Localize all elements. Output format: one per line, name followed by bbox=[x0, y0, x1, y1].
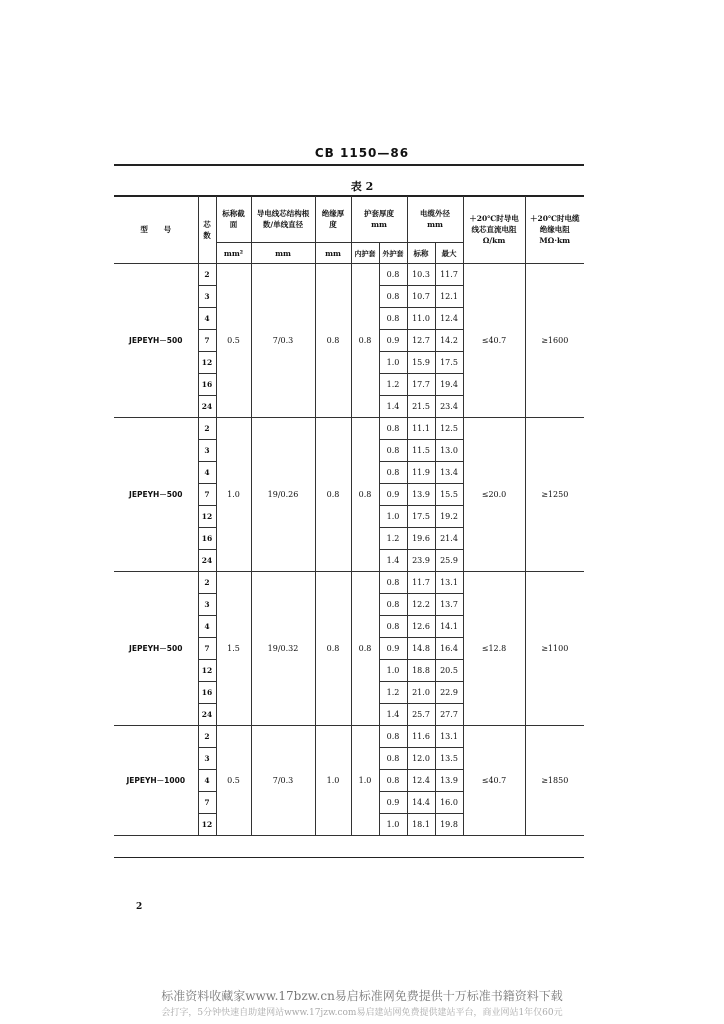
outer-sheath-cell: 0.9 bbox=[379, 484, 407, 506]
header-structure: 导电线芯结构根数/单线直径 bbox=[251, 196, 315, 243]
diameter-nominal-cell: 18.8 bbox=[407, 660, 435, 682]
area-cell: 1.5 bbox=[216, 572, 251, 726]
footer-line-1: 标准资料收藏家www.17bzw.cn易启标准网免费提供十万标准书籍资料下载 bbox=[161, 989, 563, 1003]
diameter-nominal-cell: 14.8 bbox=[407, 638, 435, 660]
insulation-cell: 0.8 bbox=[315, 264, 351, 418]
header-diameter-max: 最大 bbox=[435, 243, 463, 264]
outer-sheath-cell: 0.8 bbox=[379, 308, 407, 330]
table-row bbox=[114, 264, 584, 286]
cores-cell: 3 bbox=[198, 594, 216, 616]
header-insulation-resistance-unit: MΩ·km bbox=[539, 236, 571, 245]
header-structure-unit: mm bbox=[251, 243, 315, 264]
outer-sheath-cell: 0.8 bbox=[379, 770, 407, 792]
model-cell: JEPEYH－500 bbox=[114, 264, 198, 418]
diameter-nominal-cell: 11.1 bbox=[407, 418, 435, 440]
diameter-nominal-cell: 18.1 bbox=[407, 814, 435, 836]
page-number: 2 bbox=[136, 902, 143, 912]
diameter-nominal-cell: 14.4 bbox=[407, 792, 435, 814]
diameter-nominal-cell: 17.5 bbox=[407, 506, 435, 528]
diameter-max-cell: 14.2 bbox=[435, 330, 463, 352]
structure-cell: 19/0.32 bbox=[251, 572, 315, 726]
diameter-max-cell: 13.1 bbox=[435, 572, 463, 594]
diameter-max-cell: 11.7 bbox=[435, 264, 463, 286]
outer-sheath-cell: 0.8 bbox=[379, 594, 407, 616]
area-cell: 1.0 bbox=[216, 418, 251, 572]
diameter-max-cell: 23.4 bbox=[435, 396, 463, 418]
conductor-resistance-cell: ≤40.7 bbox=[463, 264, 525, 418]
cores-cell: 2 bbox=[198, 572, 216, 594]
diameter-nominal-cell: 21.5 bbox=[407, 396, 435, 418]
diameter-nominal-cell: 21.0 bbox=[407, 682, 435, 704]
diameter-max-cell: 22.9 bbox=[435, 682, 463, 704]
diameter-nominal-cell: 11.5 bbox=[407, 440, 435, 462]
cores-cell: 12 bbox=[198, 814, 216, 836]
table-row bbox=[114, 726, 584, 748]
structure-cell: 7/0.3 bbox=[251, 726, 315, 836]
table-title: 表 2 bbox=[350, 180, 374, 193]
insulation-cell: 0.8 bbox=[315, 418, 351, 572]
header-sheath-label: 护套厚度 bbox=[364, 209, 394, 218]
diameter-max-cell: 27.7 bbox=[435, 704, 463, 726]
outer-sheath-cell: 0.9 bbox=[379, 330, 407, 352]
diameter-max-cell: 13.1 bbox=[435, 726, 463, 748]
conductor-resistance-cell: ≤12.8 bbox=[463, 572, 525, 726]
outer-sheath-cell: 0.8 bbox=[379, 616, 407, 638]
diameter-max-cell: 17.5 bbox=[435, 352, 463, 374]
conductor-resistance-cell: ≤20.0 bbox=[463, 418, 525, 572]
header-insulation-resistance-label: ＋20℃时电缆绝缘电阻 bbox=[530, 214, 580, 234]
outer-sheath-cell: 0.8 bbox=[379, 286, 407, 308]
outer-sheath-cell: 0.8 bbox=[379, 726, 407, 748]
header-model-char1: 型 bbox=[140, 225, 148, 234]
outer-sheath-cell: 0.8 bbox=[379, 462, 407, 484]
diameter-nominal-cell: 15.9 bbox=[407, 352, 435, 374]
diameter-max-cell: 16.0 bbox=[435, 792, 463, 814]
header-insulation: 绝缘厚度 bbox=[315, 196, 351, 243]
diameter-nominal-cell: 11.0 bbox=[407, 308, 435, 330]
diameter-nominal-cell: 25.7 bbox=[407, 704, 435, 726]
inner-sheath-cell: 1.0 bbox=[351, 726, 379, 836]
inner-sheath-cell: 0.8 bbox=[351, 418, 379, 572]
diameter-nominal-cell: 12.0 bbox=[407, 748, 435, 770]
diameter-max-cell: 19.2 bbox=[435, 506, 463, 528]
outer-sheath-cell: 0.8 bbox=[379, 572, 407, 594]
inner-sheath-cell: 0.8 bbox=[351, 264, 379, 418]
header-sheath-unit: mm bbox=[371, 220, 387, 229]
outer-sheath-cell: 1.4 bbox=[379, 550, 407, 572]
insulation-resistance-cell: ≥1600 bbox=[525, 264, 584, 418]
outer-sheath-cell: 1.2 bbox=[379, 374, 407, 396]
outer-sheath-cell: 0.8 bbox=[379, 748, 407, 770]
insulation-resistance-cell: ≥1100 bbox=[525, 572, 584, 726]
outer-sheath-cell: 1.2 bbox=[379, 682, 407, 704]
diameter-nominal-cell: 13.9 bbox=[407, 484, 435, 506]
header-sheath bbox=[351, 196, 407, 243]
cores-cell: 3 bbox=[198, 748, 216, 770]
diameter-max-cell: 21.4 bbox=[435, 528, 463, 550]
cores-cell: 16 bbox=[198, 682, 216, 704]
diameter-max-cell: 13.9 bbox=[435, 770, 463, 792]
outer-sheath-cell: 0.9 bbox=[379, 792, 407, 814]
diameter-max-cell: 19.4 bbox=[435, 374, 463, 396]
header-conductor-resistance bbox=[463, 196, 525, 264]
diameter-max-cell: 13.0 bbox=[435, 440, 463, 462]
diameter-max-cell: 13.5 bbox=[435, 748, 463, 770]
diameter-max-cell: 16.4 bbox=[435, 638, 463, 660]
model-cell: JEPEYH－500 bbox=[114, 418, 198, 572]
diameter-max-cell: 13.7 bbox=[435, 594, 463, 616]
diameter-nominal-cell: 12.6 bbox=[407, 616, 435, 638]
header-conductor-resistance-unit: Ω/km bbox=[482, 236, 506, 245]
header-outer-diameter-unit: mm bbox=[427, 220, 443, 229]
diameter-nominal-cell: 19.6 bbox=[407, 528, 435, 550]
header-outer-diameter bbox=[407, 196, 463, 243]
outer-sheath-cell: 1.0 bbox=[379, 814, 407, 836]
cores-cell: 2 bbox=[198, 264, 216, 286]
diameter-nominal-cell: 23.9 bbox=[407, 550, 435, 572]
structure-cell: 7/0.3 bbox=[251, 264, 315, 418]
diameter-max-cell: 12.5 bbox=[435, 418, 463, 440]
insulation-resistance-cell: ≥1850 bbox=[525, 726, 584, 836]
diameter-max-cell: 25.9 bbox=[435, 550, 463, 572]
area-cell: 0.5 bbox=[216, 264, 251, 418]
table-row bbox=[114, 418, 584, 440]
outer-sheath-cell: 0.8 bbox=[379, 264, 407, 286]
header-conductor-resistance-label: ＋20℃时导电线芯直流电阻 bbox=[469, 214, 519, 234]
header-cores-char2: 数 bbox=[203, 230, 211, 240]
cores-cell: 16 bbox=[198, 374, 216, 396]
header-sheath-outer: 外护套 bbox=[379, 243, 407, 264]
diameter-max-cell: 13.4 bbox=[435, 462, 463, 484]
diameter-nominal-cell: 11.6 bbox=[407, 726, 435, 748]
table-row bbox=[114, 572, 584, 594]
cores-cell: 4 bbox=[198, 770, 216, 792]
cores-cell: 24 bbox=[198, 550, 216, 572]
diameter-nominal-cell: 11.9 bbox=[407, 462, 435, 484]
diameter-nominal-cell: 10.3 bbox=[407, 264, 435, 286]
cores-cell: 7 bbox=[198, 792, 216, 814]
cores-cell: 4 bbox=[198, 462, 216, 484]
diameter-max-cell: 14.1 bbox=[435, 616, 463, 638]
cores-cell: 4 bbox=[198, 616, 216, 638]
header-insulation-resistance bbox=[525, 196, 584, 264]
outer-sheath-cell: 1.4 bbox=[379, 396, 407, 418]
cores-cell: 16 bbox=[198, 528, 216, 550]
outer-sheath-cell: 1.2 bbox=[379, 528, 407, 550]
diameter-nominal-cell: 17.7 bbox=[407, 374, 435, 396]
header-cores bbox=[198, 196, 216, 264]
header-area: 标称截面 bbox=[216, 196, 251, 243]
outer-sheath-cell: 1.0 bbox=[379, 506, 407, 528]
diameter-max-cell: 20.5 bbox=[435, 660, 463, 682]
diameter-max-cell: 12.1 bbox=[435, 286, 463, 308]
inner-sheath-cell: 0.8 bbox=[351, 572, 379, 726]
outer-sheath-cell: 0.9 bbox=[379, 638, 407, 660]
cores-cell: 24 bbox=[198, 704, 216, 726]
table-bottom-rule bbox=[114, 857, 584, 858]
diameter-max-cell: 19.8 bbox=[435, 814, 463, 836]
header-area-unit: mm² bbox=[216, 243, 251, 264]
cores-cell: 12 bbox=[198, 660, 216, 682]
model-cell: JEPEYH－500 bbox=[114, 572, 198, 726]
table-body bbox=[114, 264, 584, 836]
area-cell: 0.5 bbox=[216, 726, 251, 836]
cores-cell: 3 bbox=[198, 286, 216, 308]
diameter-nominal-cell: 12.7 bbox=[407, 330, 435, 352]
header-cores-char1: 芯 bbox=[203, 219, 211, 229]
conductor-resistance-cell: ≤40.7 bbox=[463, 726, 525, 836]
header-sheath-inner: 内护套 bbox=[351, 243, 379, 264]
diameter-max-cell: 12.4 bbox=[435, 308, 463, 330]
outer-sheath-cell: 0.8 bbox=[379, 418, 407, 440]
structure-cell: 19/0.26 bbox=[251, 418, 315, 572]
model-cell: JEPEYH－1000 bbox=[114, 726, 198, 836]
cores-cell: 7 bbox=[198, 330, 216, 352]
header-model-char2: 号 bbox=[163, 225, 172, 234]
diameter-nominal-cell: 10.7 bbox=[407, 286, 435, 308]
insulation-cell: 0.8 bbox=[315, 572, 351, 726]
cores-cell: 7 bbox=[198, 638, 216, 660]
cores-cell: 12 bbox=[198, 352, 216, 374]
cores-cell: 3 bbox=[198, 440, 216, 462]
outer-sheath-cell: 1.4 bbox=[379, 704, 407, 726]
standard-code: CB 1150—86 bbox=[314, 146, 410, 160]
outer-sheath-cell: 1.0 bbox=[379, 660, 407, 682]
insulation-cell: 1.0 bbox=[315, 726, 351, 836]
cores-cell: 4 bbox=[198, 308, 216, 330]
footer-line-2: 会打字，5分钟快速自助建网站www.17jzw.com易启建站网免费提供建站平台，商业网站1年仅60元 bbox=[161, 1008, 563, 1018]
cores-cell: 12 bbox=[198, 506, 216, 528]
spec-table bbox=[114, 196, 584, 836]
table-header bbox=[114, 196, 584, 264]
outer-sheath-cell: 0.8 bbox=[379, 440, 407, 462]
header-rule bbox=[114, 164, 584, 166]
diameter-nominal-cell: 11.7 bbox=[407, 572, 435, 594]
diameter-nominal-cell: 12.4 bbox=[407, 770, 435, 792]
header-model bbox=[114, 196, 198, 264]
header-insulation-unit: mm bbox=[315, 243, 351, 264]
cores-cell: 2 bbox=[198, 418, 216, 440]
cores-cell: 7 bbox=[198, 484, 216, 506]
header-diameter-nominal: 标称 bbox=[407, 243, 435, 264]
insulation-resistance-cell: ≥1250 bbox=[525, 418, 584, 572]
diameter-nominal-cell: 12.2 bbox=[407, 594, 435, 616]
outer-sheath-cell: 1.0 bbox=[379, 352, 407, 374]
cores-cell: 2 bbox=[198, 726, 216, 748]
header-outer-diameter-label: 电缆外径 bbox=[420, 209, 450, 218]
cores-cell: 24 bbox=[198, 396, 216, 418]
diameter-max-cell: 15.5 bbox=[435, 484, 463, 506]
